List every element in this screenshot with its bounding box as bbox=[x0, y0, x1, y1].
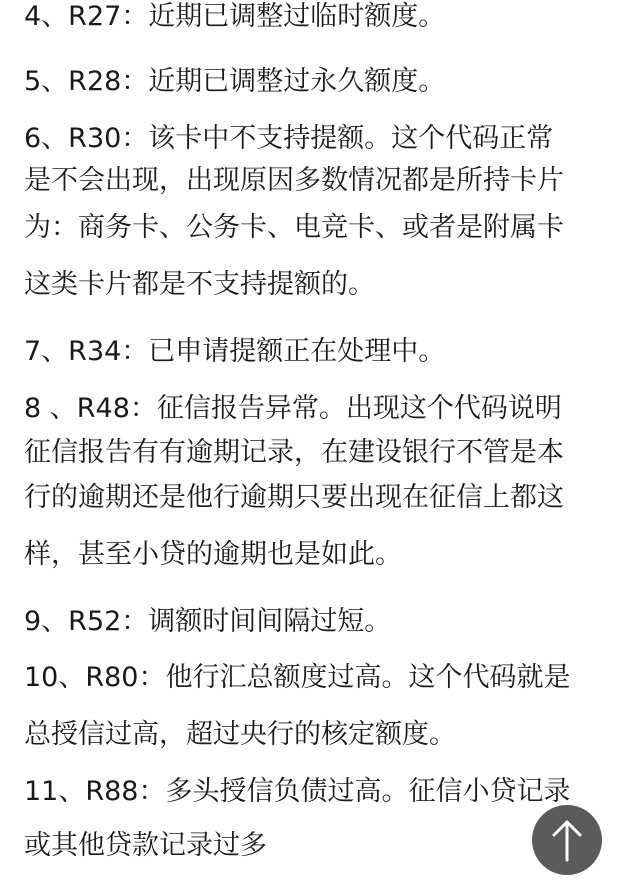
text-line: 11、R88：多头授信负债过高。征信小贷记录 bbox=[24, 776, 571, 807]
text-line: 4、R27：近期已调整过临时额度。 bbox=[24, 1, 446, 32]
text-line: 行的逾期还是他行逾期只要出现在征信上都这 bbox=[24, 482, 564, 513]
text-line: 征信报告有有逾期记录，在建设银行不管是本 bbox=[24, 437, 564, 468]
text-line: 或其他贷款记录过多 bbox=[24, 830, 267, 861]
text-line: 7、R34：已申请提额正在处理中。 bbox=[24, 336, 446, 367]
scroll-to-top-button[interactable] bbox=[532, 805, 602, 875]
text-line: 6、R30：该卡中不支持提额。这个代码正常 bbox=[24, 123, 554, 154]
text-line: 10、R80：他行汇总额度过高。这个代码就是 bbox=[24, 662, 571, 693]
text-line: 总授信过高，超过央行的核定额度。 bbox=[24, 719, 456, 750]
text-line: 这类卡片都是不支持提额的。 bbox=[24, 269, 375, 300]
text-line: 为：商务卡、公务卡、电竞卡、或者是附属卡 bbox=[24, 212, 564, 243]
text-line: 8 、R48：征信报告异常。出现这个代码说明 bbox=[24, 393, 562, 424]
arrow-up-icon bbox=[547, 818, 587, 862]
text-line: 样，甚至小贷的逾期也是如此。 bbox=[24, 539, 402, 570]
text-line: 9、R52：调额时间间隔过短。 bbox=[24, 606, 392, 637]
text-line: 是不会出现，出现原因多数情况都是所持卡片 bbox=[24, 165, 564, 196]
text-line: 5、R28：近期已调整过永久额度。 bbox=[24, 66, 446, 97]
